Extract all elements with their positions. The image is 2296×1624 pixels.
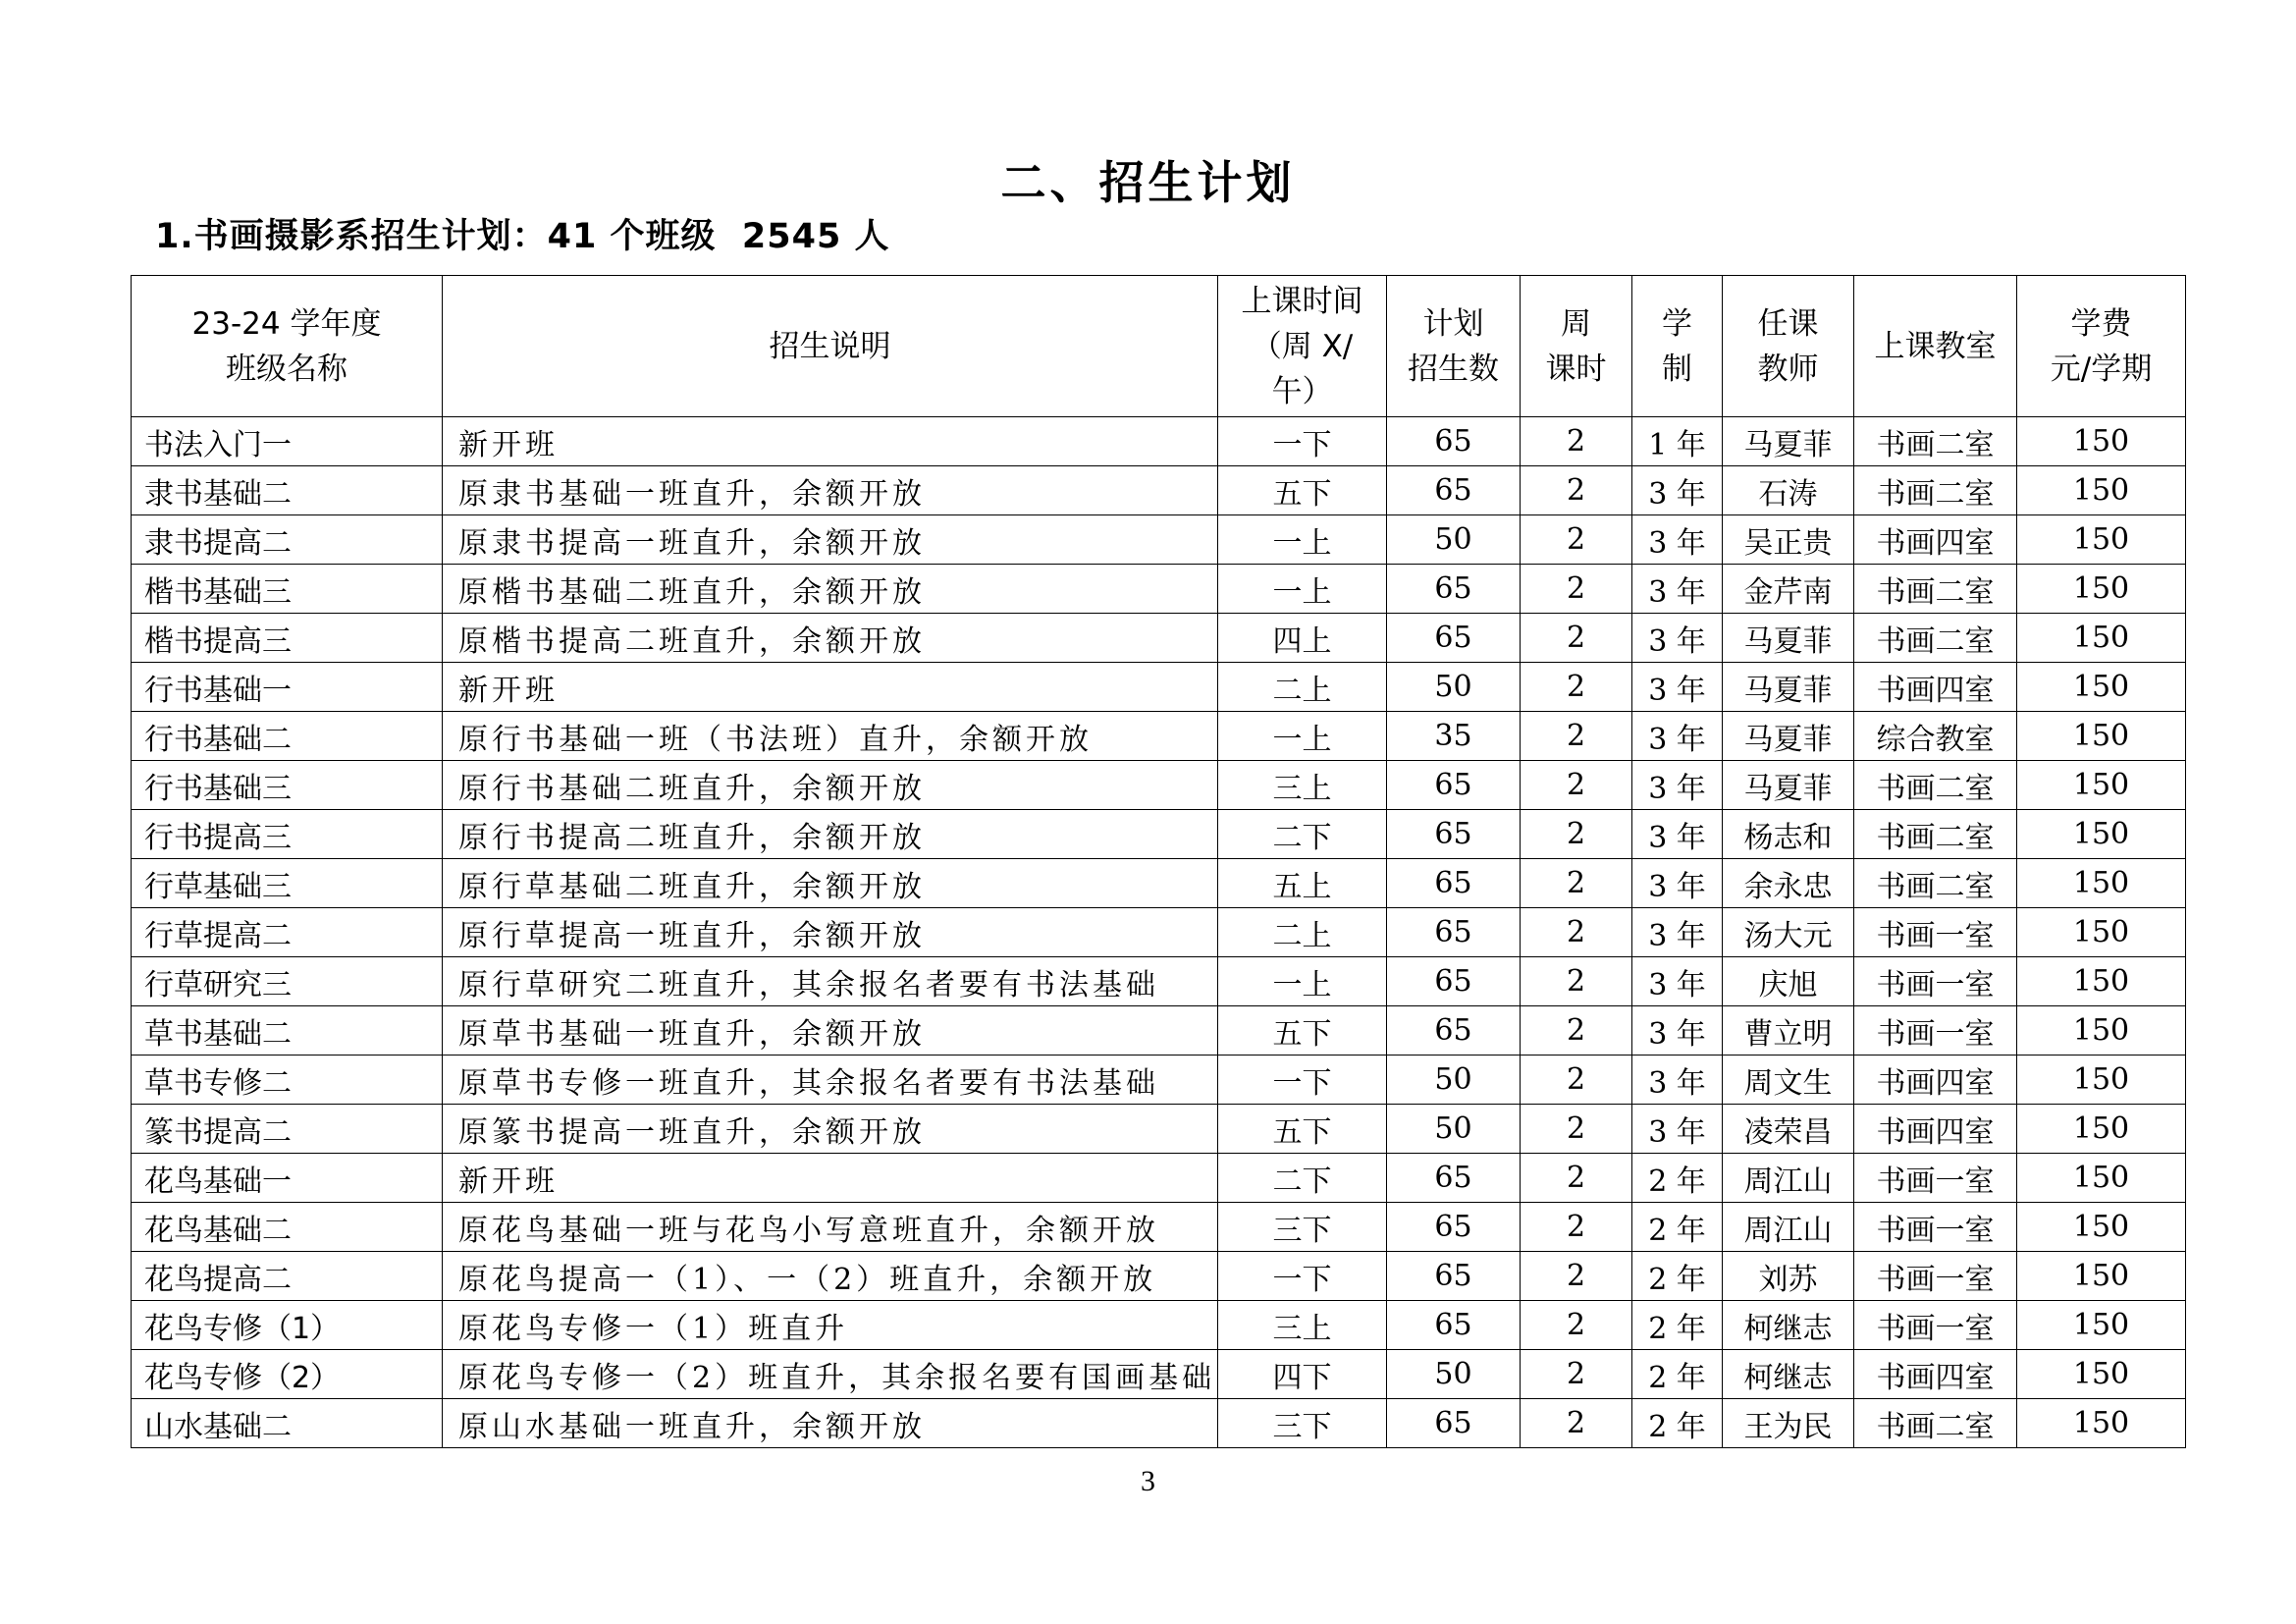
table-row bbox=[132, 859, 2186, 908]
cell-fee: 150 bbox=[2017, 1301, 2186, 1350]
cell-weekly-hours: 2 bbox=[1521, 810, 1632, 859]
cell-weekly-hours: 2 bbox=[1521, 417, 1632, 466]
table-row bbox=[132, 1252, 2186, 1301]
cell-teacher: 杨志和 bbox=[1723, 810, 1854, 859]
cell-teacher: 刘苏 bbox=[1723, 1252, 1854, 1301]
cell-class-time: 五下 bbox=[1218, 1105, 1387, 1154]
cell-duration: 2 年 bbox=[1632, 1399, 1723, 1448]
header-fee bbox=[2017, 276, 2186, 417]
header-line: 上课时间 bbox=[1241, 283, 1363, 319]
cell-fee: 150 bbox=[2017, 466, 2186, 515]
cell-duration: 2 年 bbox=[1632, 1301, 1723, 1350]
cell-class-time: 一上 bbox=[1218, 712, 1387, 761]
header-line: 23-24 学年度 bbox=[191, 305, 382, 342]
table-row bbox=[132, 663, 2186, 712]
cell-weekly-hours: 2 bbox=[1521, 1105, 1632, 1154]
cell-fee: 150 bbox=[2017, 957, 2186, 1006]
table-row bbox=[132, 1056, 2186, 1105]
cell-weekly-hours: 2 bbox=[1521, 663, 1632, 712]
cell-teacher: 余永忠 bbox=[1723, 859, 1854, 908]
cell-fee: 150 bbox=[2017, 859, 2186, 908]
cell-weekly-hours: 2 bbox=[1521, 1301, 1632, 1350]
table-row bbox=[132, 761, 2186, 810]
cell-class-time: 三上 bbox=[1218, 761, 1387, 810]
cell-class-time: 一上 bbox=[1218, 565, 1387, 614]
cell-class-name: 行书基础二 bbox=[132, 712, 443, 761]
cell-fee: 150 bbox=[2017, 515, 2186, 565]
cell-class-name: 草书基础二 bbox=[132, 1006, 443, 1056]
cell-description: 新开班 bbox=[443, 1154, 1218, 1203]
cell-planned-quota: 50 bbox=[1387, 1350, 1521, 1399]
header-line: 周 bbox=[1561, 305, 1591, 342]
table-row bbox=[132, 1154, 2186, 1203]
header-line: 任课 bbox=[1757, 305, 1819, 342]
cell-description: 原楷书提高二班直升，余额开放 bbox=[443, 614, 1218, 663]
cell-classroom: 书画一室 bbox=[1854, 1301, 2017, 1350]
cell-fee: 150 bbox=[2017, 1154, 2186, 1203]
table-row bbox=[132, 1399, 2186, 1448]
table-row bbox=[132, 810, 2186, 859]
cell-class-name: 隶书基础二 bbox=[132, 466, 443, 515]
cell-weekly-hours: 2 bbox=[1521, 908, 1632, 957]
cell-class-name: 花鸟基础二 bbox=[132, 1203, 443, 1252]
cell-planned-quota: 65 bbox=[1387, 761, 1521, 810]
header-teacher bbox=[1723, 276, 1854, 417]
header-description bbox=[443, 276, 1218, 417]
cell-class-time: 五上 bbox=[1218, 859, 1387, 908]
cell-class-name: 花鸟专修（2） bbox=[132, 1350, 443, 1399]
header-line: 元/学期 bbox=[2050, 351, 2153, 387]
cell-teacher: 马夏菲 bbox=[1723, 761, 1854, 810]
header-planned-quota bbox=[1387, 276, 1521, 417]
cell-description: 原花鸟专修一（2）班直升，其余报名要有国画基础 bbox=[443, 1350, 1218, 1399]
cell-classroom: 书画一室 bbox=[1854, 1006, 2017, 1056]
cell-class-name: 草书专修二 bbox=[132, 1056, 443, 1105]
cell-planned-quota: 65 bbox=[1387, 417, 1521, 466]
cell-teacher: 马夏菲 bbox=[1723, 417, 1854, 466]
cell-fee: 150 bbox=[2017, 565, 2186, 614]
cell-description: 原草书专修一班直升，其余报名者要有书法基础 bbox=[443, 1056, 1218, 1105]
table-row bbox=[132, 614, 2186, 663]
header-line: （周 X/ bbox=[1251, 328, 1354, 364]
cell-fee: 150 bbox=[2017, 1399, 2186, 1448]
cell-planned-quota: 65 bbox=[1387, 859, 1521, 908]
header-line: 学 bbox=[1662, 305, 1692, 342]
cell-teacher: 周江山 bbox=[1723, 1203, 1854, 1252]
cell-class-name: 行书基础一 bbox=[132, 663, 443, 712]
cell-class-name: 山水基础二 bbox=[132, 1399, 443, 1448]
enrollment-plan-table bbox=[131, 275, 2186, 1448]
header-class-time bbox=[1218, 276, 1387, 417]
cell-teacher: 吴正贵 bbox=[1723, 515, 1854, 565]
table-row bbox=[132, 1105, 2186, 1154]
cell-fee: 150 bbox=[2017, 1350, 2186, 1399]
cell-classroom: 书画二室 bbox=[1854, 614, 2017, 663]
cell-classroom: 书画四室 bbox=[1854, 515, 2017, 565]
table-row bbox=[132, 712, 2186, 761]
cell-class-time: 四上 bbox=[1218, 614, 1387, 663]
cell-classroom: 书画四室 bbox=[1854, 1056, 2017, 1105]
cell-description: 原行草研究二班直升，其余报名者要有书法基础 bbox=[443, 957, 1218, 1006]
cell-planned-quota: 65 bbox=[1387, 614, 1521, 663]
cell-planned-quota: 65 bbox=[1387, 1006, 1521, 1056]
cell-weekly-hours: 2 bbox=[1521, 1006, 1632, 1056]
cell-planned-quota: 50 bbox=[1387, 1056, 1521, 1105]
cell-class-time: 二上 bbox=[1218, 908, 1387, 957]
cell-classroom: 书画四室 bbox=[1854, 1350, 2017, 1399]
cell-classroom: 书画一室 bbox=[1854, 1252, 2017, 1301]
cell-fee: 150 bbox=[2017, 1203, 2186, 1252]
cell-description: 原行书基础一班（书法班）直升，余额开放 bbox=[443, 712, 1218, 761]
cell-description: 原行书基础二班直升，余额开放 bbox=[443, 761, 1218, 810]
cell-class-time: 一上 bbox=[1218, 515, 1387, 565]
cell-weekly-hours: 2 bbox=[1521, 1154, 1632, 1203]
cell-duration: 3 年 bbox=[1632, 1006, 1723, 1056]
cell-planned-quota: 50 bbox=[1387, 663, 1521, 712]
cell-weekly-hours: 2 bbox=[1521, 712, 1632, 761]
cell-weekly-hours: 2 bbox=[1521, 515, 1632, 565]
cell-description: 原草书基础一班直升，余额开放 bbox=[443, 1006, 1218, 1056]
cell-classroom: 书画二室 bbox=[1854, 466, 2017, 515]
header-duration bbox=[1632, 276, 1723, 417]
cell-duration: 3 年 bbox=[1632, 466, 1723, 515]
cell-class-time: 三上 bbox=[1218, 1301, 1387, 1350]
cell-description: 原楷书基础二班直升，余额开放 bbox=[443, 565, 1218, 614]
cell-class-name: 花鸟基础一 bbox=[132, 1154, 443, 1203]
cell-classroom: 书画二室 bbox=[1854, 761, 2017, 810]
header-line: 招生说明 bbox=[769, 328, 891, 364]
cell-duration: 3 年 bbox=[1632, 859, 1723, 908]
header-line: 学费 bbox=[2070, 305, 2132, 342]
cell-description: 原花鸟提高一（1）、一（2）班直升，余额开放 bbox=[443, 1252, 1218, 1301]
cell-planned-quota: 65 bbox=[1387, 1203, 1521, 1252]
cell-classroom: 书画四室 bbox=[1854, 1105, 2017, 1154]
cell-planned-quota: 65 bbox=[1387, 1252, 1521, 1301]
cell-duration: 3 年 bbox=[1632, 1105, 1723, 1154]
cell-weekly-hours: 2 bbox=[1521, 1399, 1632, 1448]
cell-duration: 3 年 bbox=[1632, 761, 1723, 810]
cell-duration: 1 年 bbox=[1632, 417, 1723, 466]
cell-class-time: 二下 bbox=[1218, 1154, 1387, 1203]
header-class-name bbox=[132, 276, 443, 417]
cell-teacher: 石涛 bbox=[1723, 466, 1854, 515]
cell-weekly-hours: 2 bbox=[1521, 1203, 1632, 1252]
cell-weekly-hours: 2 bbox=[1521, 565, 1632, 614]
cell-classroom: 综合教室 bbox=[1854, 712, 2017, 761]
cell-class-time: 三下 bbox=[1218, 1399, 1387, 1448]
header-line: 计划 bbox=[1422, 305, 1484, 342]
cell-duration: 3 年 bbox=[1632, 712, 1723, 761]
cell-class-time: 五下 bbox=[1218, 1006, 1387, 1056]
cell-description: 原花鸟专修一（1）班直升 bbox=[443, 1301, 1218, 1350]
cell-class-name: 隶书提高二 bbox=[132, 515, 443, 565]
cell-class-name: 书法入门一 bbox=[132, 417, 443, 466]
header-line: 班级名称 bbox=[226, 351, 347, 387]
cell-teacher: 柯继志 bbox=[1723, 1301, 1854, 1350]
cell-duration: 2 年 bbox=[1632, 1350, 1723, 1399]
table-row bbox=[132, 466, 2186, 515]
cell-teacher: 曹立明 bbox=[1723, 1006, 1854, 1056]
table-row bbox=[132, 565, 2186, 614]
cell-fee: 150 bbox=[2017, 810, 2186, 859]
cell-class-time: 一上 bbox=[1218, 957, 1387, 1006]
table-header-row bbox=[132, 276, 2186, 417]
cell-fee: 150 bbox=[2017, 1105, 2186, 1154]
cell-teacher: 周江山 bbox=[1723, 1154, 1854, 1203]
cell-teacher: 马夏菲 bbox=[1723, 663, 1854, 712]
cell-class-name: 行书提高三 bbox=[132, 810, 443, 859]
cell-fee: 150 bbox=[2017, 417, 2186, 466]
header-line: 课时 bbox=[1545, 351, 1607, 387]
header-line: 午） bbox=[1271, 373, 1333, 409]
cell-duration: 3 年 bbox=[1632, 1056, 1723, 1105]
cell-class-time: 三下 bbox=[1218, 1203, 1387, 1252]
cell-teacher: 庆旭 bbox=[1723, 957, 1854, 1006]
table-row bbox=[132, 515, 2186, 565]
cell-planned-quota: 65 bbox=[1387, 957, 1521, 1006]
cell-fee: 150 bbox=[2017, 663, 2186, 712]
cell-classroom: 书画一室 bbox=[1854, 1203, 2017, 1252]
cell-duration: 3 年 bbox=[1632, 810, 1723, 859]
header-line: 上课教室 bbox=[1874, 328, 1997, 364]
cell-planned-quota: 65 bbox=[1387, 466, 1521, 515]
cell-description: 原行书提高二班直升，余额开放 bbox=[443, 810, 1218, 859]
cell-description: 原花鸟基础一班与花鸟小写意班直升，余额开放 bbox=[443, 1203, 1218, 1252]
cell-description: 原隶书提高一班直升，余额开放 bbox=[443, 515, 1218, 565]
table-row bbox=[132, 1006, 2186, 1056]
cell-teacher: 马夏菲 bbox=[1723, 614, 1854, 663]
cell-fee: 150 bbox=[2017, 1006, 2186, 1056]
cell-description: 原行草提高一班直升，余额开放 bbox=[443, 908, 1218, 957]
cell-class-time: 一下 bbox=[1218, 1252, 1387, 1301]
header-line: 制 bbox=[1662, 351, 1692, 387]
cell-class-time: 二下 bbox=[1218, 810, 1387, 859]
header-line: 招生数 bbox=[1408, 351, 1499, 387]
cell-weekly-hours: 2 bbox=[1521, 761, 1632, 810]
cell-duration: 2 年 bbox=[1632, 1154, 1723, 1203]
cell-weekly-hours: 2 bbox=[1521, 1252, 1632, 1301]
cell-class-name: 篆书提高二 bbox=[132, 1105, 443, 1154]
cell-duration: 3 年 bbox=[1632, 565, 1723, 614]
cell-teacher: 凌荣昌 bbox=[1723, 1105, 1854, 1154]
cell-classroom: 书画二室 bbox=[1854, 565, 2017, 614]
cell-classroom: 书画二室 bbox=[1854, 417, 2017, 466]
cell-description: 原行草基础二班直升，余额开放 bbox=[443, 859, 1218, 908]
table-row bbox=[132, 417, 2186, 466]
cell-class-time: 四下 bbox=[1218, 1350, 1387, 1399]
cell-description: 原山水基础一班直升，余额开放 bbox=[443, 1399, 1218, 1448]
cell-classroom: 书画二室 bbox=[1854, 810, 2017, 859]
cell-class-time: 一下 bbox=[1218, 417, 1387, 466]
cell-weekly-hours: 2 bbox=[1521, 466, 1632, 515]
cell-fee: 150 bbox=[2017, 761, 2186, 810]
cell-class-time: 二上 bbox=[1218, 663, 1387, 712]
cell-class-name: 楷书提高三 bbox=[132, 614, 443, 663]
cell-weekly-hours: 2 bbox=[1521, 957, 1632, 1006]
cell-classroom: 书画二室 bbox=[1854, 859, 2017, 908]
cell-duration: 3 年 bbox=[1632, 614, 1723, 663]
cell-duration: 3 年 bbox=[1632, 515, 1723, 565]
cell-duration: 3 年 bbox=[1632, 908, 1723, 957]
cell-planned-quota: 65 bbox=[1387, 565, 1521, 614]
cell-fee: 150 bbox=[2017, 1252, 2186, 1301]
cell-teacher: 柯继志 bbox=[1723, 1350, 1854, 1399]
cell-description: 原隶书基础一班直升，余额开放 bbox=[443, 466, 1218, 515]
cell-fee: 150 bbox=[2017, 908, 2186, 957]
cell-classroom: 书画一室 bbox=[1854, 957, 2017, 1006]
header-line: 教师 bbox=[1757, 351, 1819, 387]
cell-class-time: 一下 bbox=[1218, 1056, 1387, 1105]
cell-class-name: 行书基础三 bbox=[132, 761, 443, 810]
table-body bbox=[132, 417, 2186, 1448]
cell-class-time: 五下 bbox=[1218, 466, 1387, 515]
cell-planned-quota: 65 bbox=[1387, 1399, 1521, 1448]
cell-duration: 2 年 bbox=[1632, 1252, 1723, 1301]
cell-class-name: 行草研究三 bbox=[132, 957, 443, 1006]
cell-duration: 3 年 bbox=[1632, 663, 1723, 712]
header-classroom bbox=[1854, 276, 2017, 417]
cell-planned-quota: 35 bbox=[1387, 712, 1521, 761]
table-row bbox=[132, 908, 2186, 957]
cell-class-name: 花鸟专修（1） bbox=[132, 1301, 443, 1350]
cell-teacher: 汤大元 bbox=[1723, 908, 1854, 957]
cell-planned-quota: 50 bbox=[1387, 1105, 1521, 1154]
cell-class-name: 楷书基础三 bbox=[132, 565, 443, 614]
cell-classroom: 书画二室 bbox=[1854, 1399, 2017, 1448]
cell-planned-quota: 65 bbox=[1387, 1301, 1521, 1350]
page-number: 3 bbox=[1141, 1465, 1155, 1497]
cell-planned-quota: 65 bbox=[1387, 1154, 1521, 1203]
cell-weekly-hours: 2 bbox=[1521, 614, 1632, 663]
cell-weekly-hours: 2 bbox=[1521, 859, 1632, 908]
cell-planned-quota: 65 bbox=[1387, 908, 1521, 957]
cell-description: 新开班 bbox=[443, 417, 1218, 466]
cell-class-name: 行草基础三 bbox=[132, 859, 443, 908]
cell-classroom: 书画一室 bbox=[1854, 908, 2017, 957]
cell-teacher: 金芹南 bbox=[1723, 565, 1854, 614]
cell-class-name: 行草提高二 bbox=[132, 908, 443, 957]
table-row bbox=[132, 1350, 2186, 1399]
cell-fee: 150 bbox=[2017, 712, 2186, 761]
table-row bbox=[132, 957, 2186, 1006]
cell-weekly-hours: 2 bbox=[1521, 1056, 1632, 1105]
cell-description: 原篆书提高一班直升，余额开放 bbox=[443, 1105, 1218, 1154]
cell-weekly-hours: 2 bbox=[1521, 1350, 1632, 1399]
cell-planned-quota: 50 bbox=[1387, 515, 1521, 565]
header-weekly-hours bbox=[1521, 276, 1632, 417]
section-heading: 1.书画摄影系招生计划：41 个班级 2545 人 bbox=[155, 217, 890, 256]
cell-duration: 2 年 bbox=[1632, 1203, 1723, 1252]
cell-description: 新开班 bbox=[443, 663, 1218, 712]
cell-classroom: 书画一室 bbox=[1854, 1154, 2017, 1203]
cell-planned-quota: 65 bbox=[1387, 810, 1521, 859]
table-row bbox=[132, 1203, 2186, 1252]
cell-class-name: 花鸟提高二 bbox=[132, 1252, 443, 1301]
cell-fee: 150 bbox=[2017, 614, 2186, 663]
cell-teacher: 王为民 bbox=[1723, 1399, 1854, 1448]
cell-classroom: 书画四室 bbox=[1854, 663, 2017, 712]
table-row bbox=[132, 1301, 2186, 1350]
page-title: 二、招生计划 bbox=[1000, 156, 1296, 209]
cell-duration: 3 年 bbox=[1632, 957, 1723, 1006]
cell-fee: 150 bbox=[2017, 1056, 2186, 1105]
cell-teacher: 周文生 bbox=[1723, 1056, 1854, 1105]
cell-teacher: 马夏菲 bbox=[1723, 712, 1854, 761]
